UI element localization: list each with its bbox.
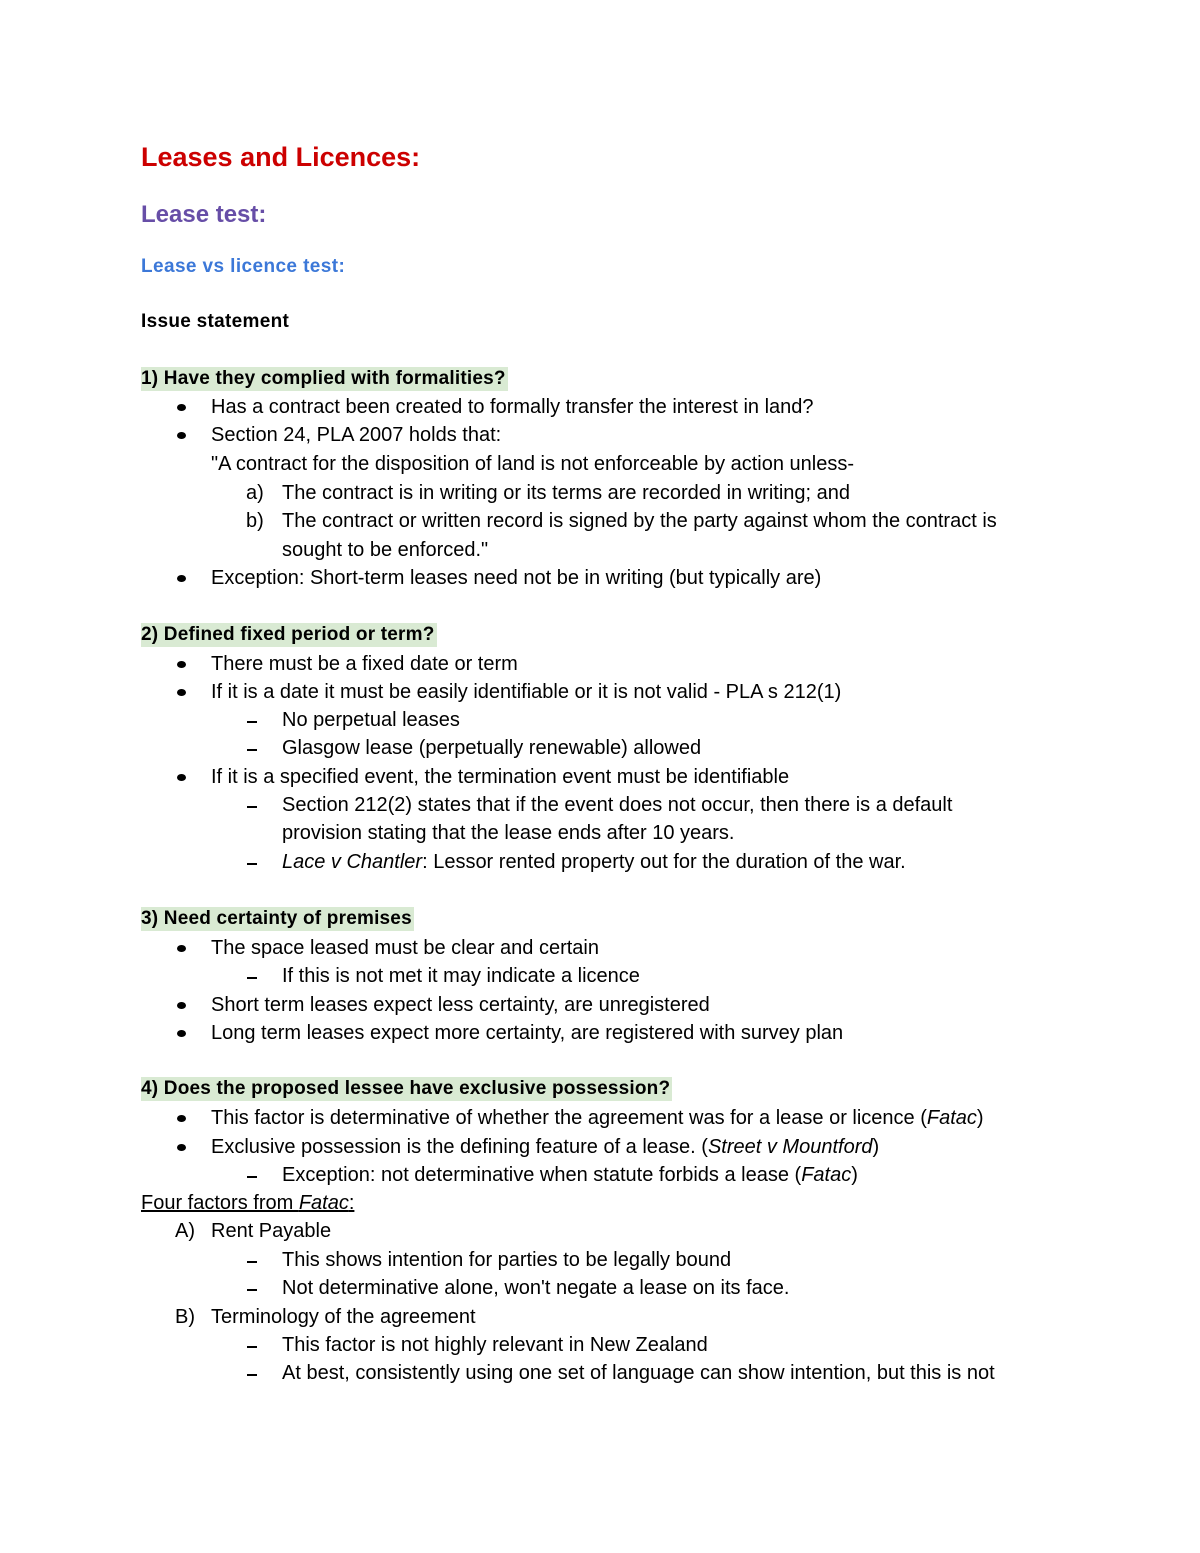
bullet-icon [177,1002,186,1009]
s1-quote-item-b-line-2: sought to be enforced." [282,539,489,561]
case-name: Street v Mountford [707,1136,873,1158]
case-name: Fatac [298,1192,349,1214]
factor-a-title: Rent Payable [211,1220,332,1242]
s2-dash-3-line-2: provision stating that the lease ends after 10 years. [282,822,735,844]
s4-dash-1 [282,1161,858,1189]
s4-bullet-2 [211,1133,879,1161]
s1-quote-marker-a: a) [246,482,264,504]
dash-icon [247,1261,257,1263]
dash-icon [247,1374,257,1376]
dash-icon [247,749,257,751]
bullet-icon [177,661,186,668]
s1-bullet-1: Has a contract been created to formally transfer the interest in land? [211,396,814,418]
s2-dash-3-line-1: Section 212(2) states that if the event does not occur, then there is a default [282,794,953,816]
s1-bullet-2: Section 24, PLA 2007 holds that: [211,424,502,446]
s2-dash-2: Glasgow lease (perpetually renewable) allowed [282,737,702,759]
factor-b-dash-1: This factor is not highly relevant in New Zealand [282,1334,708,1356]
section-4-heading: 4) Does the proposed lessee have exclusive possession? [141,1078,671,1099]
s4-bullet-1-text: This factor is determinative of whether the agreement was for a lease or licence ( [211,1107,927,1129]
s2-dash-4-text: : Lessor rented property out for the duration of the war. [422,851,906,873]
closing-paren: ) [851,1164,858,1186]
dash-icon [247,721,257,723]
s1-quote-marker-b: b) [246,510,264,532]
s4-dash-1-text: Exception: not determinative when statute forbids a lease ( [282,1164,802,1186]
s1-quote-item-b-line-1: The contract or written record is signed by the party against whom the contract is [282,510,997,532]
factor-b-dash-2: At best, consistently using one set of language can show intention, but this is not [282,1362,995,1384]
bullet-icon [177,432,186,439]
closing-paren: ) [976,1107,984,1129]
factor-a-marker: A) [175,1220,195,1242]
dash-icon [247,1176,257,1178]
dash-icon [247,863,257,865]
bullet-icon [177,1144,186,1151]
factor-a-dash-2: Not determinative alone, won't negate a lease on its face. [282,1277,790,1299]
factor-b-title: Terminology of the agreement [211,1306,476,1328]
four-factors-text: Four factors from [141,1192,299,1214]
bullet-icon [177,1115,186,1122]
s4-bullet-1 [211,1104,984,1132]
s1-quote-item-a: The contract is in writing or its terms are recorded in writing; and [282,482,850,504]
s2-bullet-1: There must be a fixed date or term [211,653,518,675]
dash-icon [247,1289,257,1291]
factor-b-marker: B) [175,1306,195,1328]
case-name: Fatac [801,1164,852,1186]
s3-bullet-1: The space leased must be clear and certain [211,937,599,959]
s2-dash-4 [282,848,906,876]
document-title: Leases and Licences: [141,142,421,172]
s2-dash-1: No perpetual leases [282,709,460,731]
s3-dash-1: If this is not met it may indicate a licence [282,965,640,987]
closing-paren: ) [872,1136,880,1158]
bullet-icon [177,404,186,411]
case-name: Fatac [926,1107,977,1129]
bullet-icon [177,575,186,582]
bullet-icon [177,1030,186,1037]
issue-statement-heading: Issue statement [141,311,290,332]
dash-icon [247,977,257,979]
section-1-heading: 1) Have they complied with formalities? [141,368,506,389]
s2-bullet-3: If it is a specified event, the termination event must be identifiable [211,766,790,788]
lease-test-heading: Lease test: [141,201,267,228]
factor-a-dash-1: This shows intention for parties to be legally bound [282,1249,732,1271]
dash-icon [247,806,257,808]
bullet-icon [177,774,186,781]
s3-bullet-3: Long term leases expect more certainty, are registered with survey plan [211,1022,844,1044]
bullet-icon [177,945,186,952]
section-3-heading: 3) Need certainty of premises [141,908,412,929]
section-2-heading: 2) Defined fixed period or term? [141,624,435,645]
lease-vs-licence-heading: Lease vs licence test: [141,256,346,277]
colon: : [348,1192,355,1214]
bullet-icon [177,689,186,696]
s3-bullet-2: Short term leases expect less certainty, are unregistered [211,994,710,1016]
s4-bullet-2-text: Exclusive possession is the defining feature of a lease. ( [211,1136,708,1158]
dash-icon [247,1346,257,1348]
four-factors-heading [141,1189,354,1217]
s2-bullet-2: If it is a date it must be easily identifiable or it is not valid - PLA s 212(1) [211,681,842,703]
s1-quote-intro: "A contract for the disposition of land is not enforceable by action unless- [211,453,855,475]
s1-bullet-3: Exception: Short-term leases need not be in writing (but typically are) [211,567,822,589]
case-name: Lace v Chantler [282,851,423,873]
